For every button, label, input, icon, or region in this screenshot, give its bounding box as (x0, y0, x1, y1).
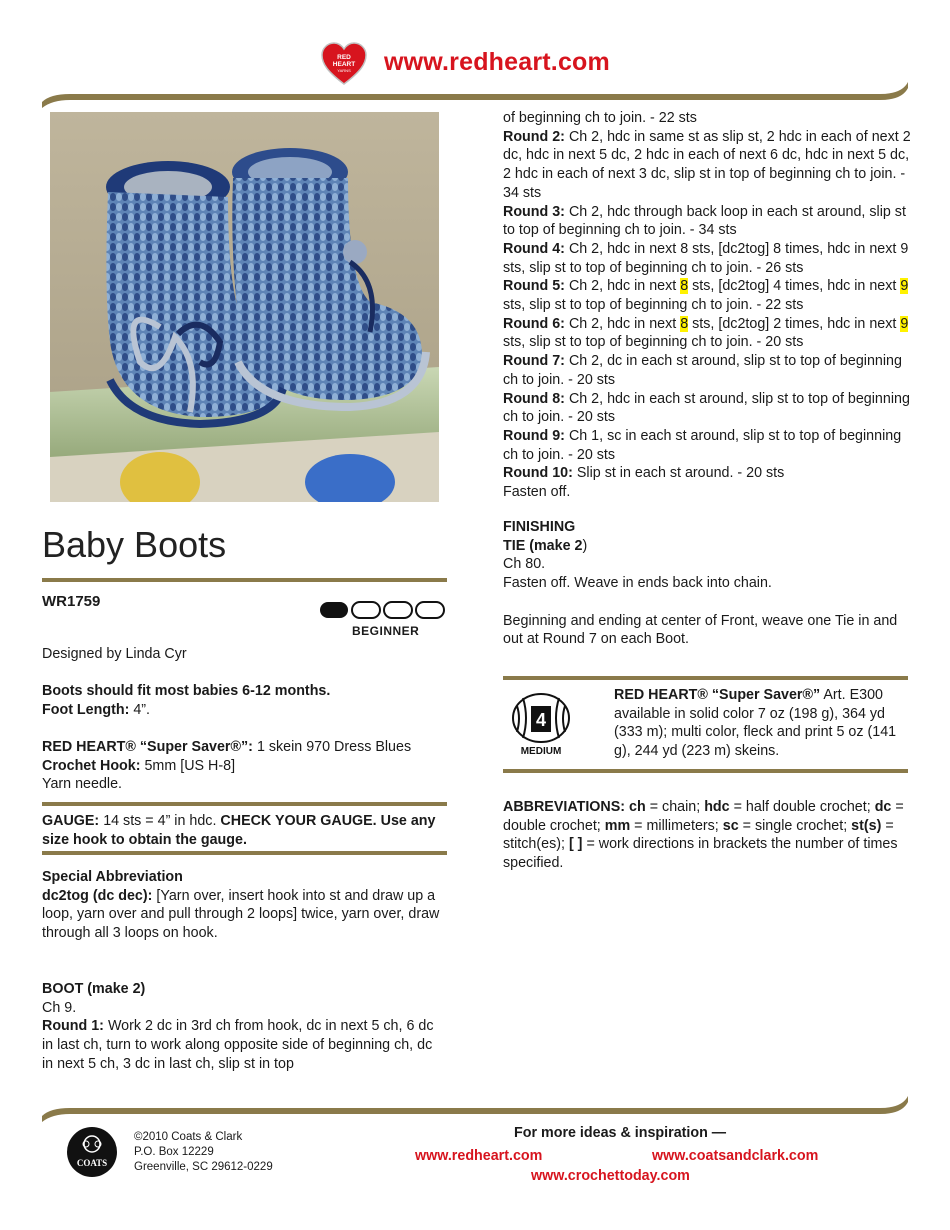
footer-swoosh-divider (40, 1094, 910, 1124)
round5-label: Round 5: (503, 278, 565, 295)
abbr-ch-def: = chain; (649, 799, 701, 815)
gauge-rule-top (42, 802, 447, 806)
abbr-dc-def: = double crochet; (503, 799, 904, 834)
round3-label: Round 3: (503, 203, 565, 220)
round4-value: Ch 2, hdc in next 8 sts, [dc2tog] 8 times, hdc in next 9 sts, slip st to top of beginning ch to join. - 26 sts (503, 240, 909, 276)
pattern-title: Baby Boots (42, 524, 227, 565)
gauge-rule-bottom (42, 851, 447, 855)
round5-text-b: sts, [dc2tog] 4 times, hdc in next (692, 278, 897, 295)
footer-city: Greenville, SC 29612-0229 (134, 1161, 273, 1173)
header-swoosh-divider (40, 80, 910, 110)
foot-length-value: 4”. (133, 701, 151, 718)
abbr-brackets: [ ] (568, 836, 583, 853)
round5-highlight-2: 9 (900, 278, 909, 295)
svg-text:RED: RED (337, 54, 351, 61)
tie-heading-paren: ) (582, 537, 588, 554)
title-rule (42, 578, 447, 582)
abbr-mm-def: = millimeters; (634, 817, 719, 834)
abbr-hdc: hdc (704, 799, 730, 815)
footer-address (134, 1130, 273, 1175)
round5-text-c: sts, slip st to top of beginning ch to join. - 22 sts (503, 297, 804, 314)
round1-cont: of beginning ch to join. - 22 sts (503, 110, 697, 126)
skill-level-label: BEGINNER (352, 624, 420, 638)
round6-highlight-1: 8 (680, 315, 689, 332)
header-site-link[interactable]: www.redheart.com (384, 48, 610, 76)
gauge-check: CHECK YOUR GAUGE. Use any size hook to obtain the gauge. (42, 813, 436, 848)
svg-text:YARNS: YARNS (337, 68, 351, 73)
round5-highlight-1: 8 (680, 278, 689, 295)
special-abbr-heading: Special Abbreviation (42, 869, 183, 885)
yarn-info-name: RED HEART® “Super Saver®” (614, 687, 821, 703)
round7-value: Ch 2, dc in each st around, slip st to top of beginning ch to join. - 20 sts (503, 353, 902, 388)
dc2tog-label: dc2tog (dc dec): (42, 887, 153, 904)
boot-ch: Ch 9. (42, 999, 77, 1016)
footer-link-coatsandclark[interactable]: www.coatsandclark.com (652, 1148, 819, 1164)
footer-copyright: ©2010 Coats & Clark (134, 1131, 243, 1143)
needle-text: Yarn needle. (42, 776, 123, 793)
round3-value: Ch 2, hdc through back loop in each st around, slip st to top of beginning ch to join. - 34 sts (503, 203, 906, 239)
finishing-block (503, 518, 908, 649)
round4-label: Round 4: (503, 240, 565, 257)
yarn-rule-top (503, 676, 908, 680)
abbr-dc: dc (874, 799, 892, 815)
yarn-info-details: Art. E300 available in solid color 7 oz (198 g), 364 yd (333 m); multi color, fleck and print 5 oz (141 g), 244 yd (223 m) skeins. (614, 687, 897, 760)
special-abbr-block (42, 868, 447, 943)
tie-instructions: Beginning and ending at center of Front, weave one Tie in and out at Round 7 on each Boot. (503, 612, 898, 648)
yarn-weight-medium-icon (507, 688, 575, 760)
tie-ch: Ch 80. (503, 556, 546, 573)
designer-credit: Designed by Linda Cyr (42, 646, 187, 662)
round6-highlight-2: 9 (900, 315, 909, 332)
abbr-hdc-def: = half double crochet; (733, 799, 871, 815)
pattern-code: WR1759 (42, 593, 101, 610)
abbr-mm: mm (604, 817, 631, 834)
gauge-block (42, 812, 447, 849)
round9-value: Ch 1, sc in each st around, slip st to top of beginning ch to join. - 20 sts (503, 427, 902, 463)
round2-value: Ch 2, hdc in same st as slip st, 2 hdc in each of next 2 dc, hdc in next 5 dc, 2 hdc in each of next 6 dc, hdc in next 5 dc, 2 hdc in each of next 3 dc, slip st in top of beginning ch to join. - 34 sts (503, 128, 911, 201)
yarn-rule-bottom (503, 769, 908, 773)
round2-label: Round 2: (503, 128, 565, 145)
abbreviations-block (503, 798, 908, 873)
yarn-weight-number: 4 (535, 710, 547, 730)
yarn-weight-label: MEDIUM (520, 746, 562, 757)
round6-text-a: Ch 2, hdc in next (568, 315, 677, 332)
round10-label: Round 10: (503, 465, 573, 482)
footer-more-ideas: For more ideas & inspiration — (514, 1125, 727, 1141)
abbr-sts: st(s) (851, 817, 882, 834)
tie-heading: TIE (make 2 (503, 537, 583, 554)
round8-value: Ch 2, hdc in each st around, slip st to top of beginning ch to join. - 20 sts (503, 390, 910, 426)
coats-logo[interactable] (66, 1126, 118, 1178)
round6-text-c: sts, slip st to top of beginning ch to join. - 20 sts (503, 334, 804, 351)
footer-link-crochettoday[interactable]: www.crochettoday.com (531, 1168, 690, 1184)
gauge-value: 14 sts = 4” in hdc. (103, 813, 217, 829)
boot-block (42, 980, 447, 1074)
round7-label: Round 7: (503, 353, 565, 370)
footer-link-redheart[interactable]: www.redheart.com (415, 1148, 543, 1164)
abbr-sc-def: = single crochet; (742, 817, 848, 834)
round9-label: Round 9: (503, 427, 565, 444)
abbr-label: ABBREVIATIONS: (503, 799, 626, 815)
size-block (42, 682, 452, 719)
materials-block (42, 738, 462, 794)
rounds-block (503, 109, 913, 502)
hook-label: Crochet Hook: (42, 757, 141, 774)
abbr-sc: sc (722, 817, 739, 834)
foot-length-label: Foot Length: (42, 701, 130, 718)
round6-text-b: sts, [dc2tog] 2 times, hdc in next (692, 315, 897, 332)
svg-text:HEART: HEART (332, 61, 356, 68)
gauge-label: GAUGE: (42, 813, 100, 829)
fit-text: Boots should fit most babies 6-12 months. (42, 683, 331, 699)
abbr-ch: ch (629, 799, 646, 815)
yarn-label: RED HEART® “Super Saver®”: (42, 739, 253, 755)
yarn-value: 1 skein 970 Dress Blues (256, 739, 412, 755)
tie-fasten: Fasten off. Weave in ends back into chain. (503, 575, 772, 592)
round10-value: Slip st in each st around. - 20 sts (576, 465, 785, 482)
round8-label: Round 8: (503, 390, 565, 407)
round1-value: Work 2 dc in 3rd ch from hook, dc in next 5 ch, 6 dc in last ch, turn to work along opposite side of beginning ch, dc in next 5 ch, 3 dc in last ch, slip st in top (42, 1018, 434, 1072)
fasten-off: Fasten off. (503, 484, 571, 501)
footer-po-box: P.O. Box 12229 (134, 1146, 214, 1158)
yarn-info-text (614, 686, 914, 761)
round1-label: Round 1: (42, 1018, 104, 1035)
abbr-brackets-def: = work directions in brackets the number of times specified. (503, 836, 898, 872)
round6-label: Round 6: (503, 315, 565, 332)
baby-boots-photo (50, 112, 439, 502)
hook-value: 5mm [US H-8] (144, 757, 236, 774)
abbr-sts-def: = stitch(es); (503, 817, 894, 853)
finishing-heading: FINISHING (503, 519, 576, 535)
coats-logo-text: COATS (76, 1158, 108, 1168)
round5-text-a: Ch 2, hdc in next (568, 278, 677, 295)
dc2tog-value: [Yarn over, insert hook into st and draw up a loop, yarn over and pull through 2 loops] twice, yarn over, draw through all 3 loops on hook. (42, 887, 440, 942)
boot-heading: BOOT (make 2) (42, 981, 146, 997)
